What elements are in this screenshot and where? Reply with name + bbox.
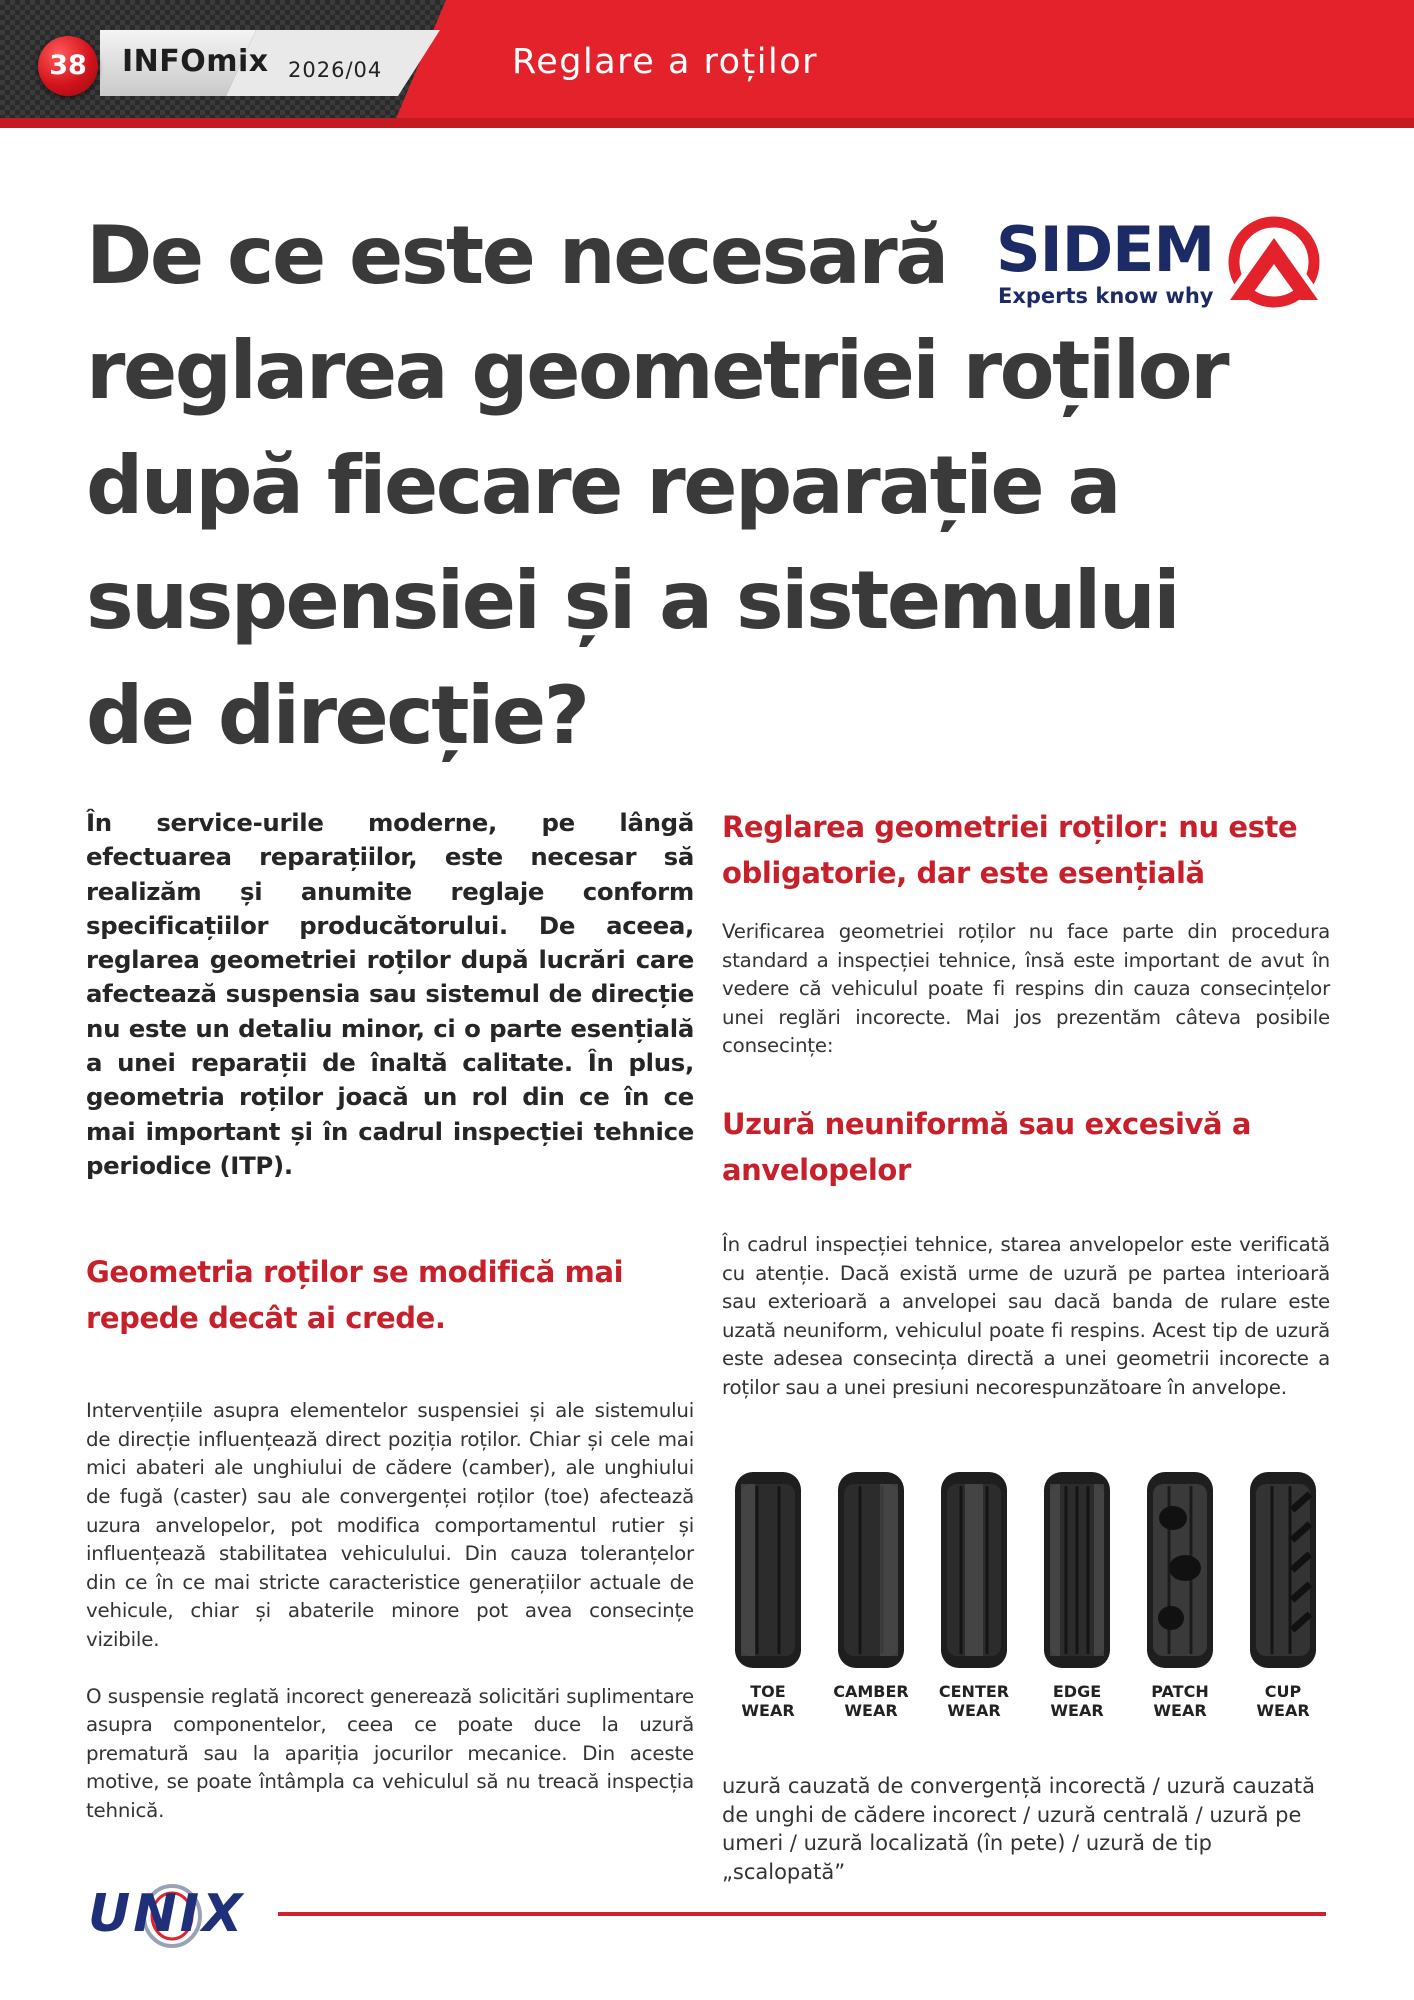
unix-logo-text: UNIX [88,1884,246,1944]
sidem-logo-name: SIDEM [996,213,1215,286]
tire-center-wear [928,1470,1020,1720]
tire-patch-wear [1134,1470,1226,1720]
right-subheading-2: Uzură neuniformă sau excesivă a anvelopelor [722,1106,1252,1187]
tire-wear-caption: uzură cauzată de convergență incorectă / uzură cauzată de unghi de cădere incorect / uzură centrală / uzură pe umeri / uzură localizată (în pete) / uzură de tip „scalopată” [722,1774,1316,1884]
tire-camber-wear [825,1470,917,1720]
page-header [0,0,1414,130]
sidem-triangle-icon [1222,214,1334,310]
cup-wear-tire-icon [1248,1470,1318,1670]
footer-divider [278,1912,1326,1916]
unix-logo [84,1880,254,1950]
tire-label: EDGE WEAR [1050,1682,1104,1720]
left-column [86,806,694,1826]
sidem-logo [996,214,1334,314]
article-title: De ce este necesară reglarea geometriei roților după fiecare reparație a suspensiei și a sistemului de direcție? [86,209,1228,762]
issue-date: 2026/04 [288,58,383,82]
patch-wear-tire-icon [1145,1470,1215,1670]
section-title: Reglare a roților [512,42,819,82]
edge-wear-tire-icon [1042,1470,1112,1670]
tire-label: CAMBER WEAR [833,1682,909,1720]
tire-label: CENTER WEAR [938,1682,1010,1720]
left-paragraph-1: Intervențiile asupra elementelor suspensiei și ale sistemului de direcție influențează direct poziția roților. Chiar și cele mai mici abateri ale unghiului de cădere (camber), ale unghiului de fugă (caster) sau ale convergenței roților (toe) afectează uzura anvelopelor, pot modifica comportamentul rutier și influențează stabilitatea vehiculului. Din cauza toleranțelor din ce în ce mai stricte caracteristice generațiilor actuale de vehicule, chiar și abaterile minore pot avea consecințe vizibile. [86,1399,694,1652]
tire-wear-illustration [722,1470,1330,1730]
tire-label: TOE WEAR [741,1682,795,1720]
sidem-logo-tagline: Experts know why [998,284,1214,308]
right-subheading-1: Reglarea geometriei roților: nu este obligatorie, dar este esențială [722,810,1298,890]
center-wear-tire-icon [939,1470,1009,1670]
left-subheading: Geometria roților se modifică mai repede decât ai crede. [86,1255,624,1336]
right-paragraph-1: Verificarea geometriei roților nu face parte din procedura standard a inspecției tehnice, însă este important de avut în vedere că vehiculul poate fi respins din cauza consecințelor unei reglări incorecte. Mai jos prezentăm câteva posibile consecințe: [722,920,1330,1058]
tire-edge-wear [1031,1470,1123,1720]
tire-cup-wear [1237,1470,1329,1720]
page-number-badge: 38 [38,36,98,96]
camber-wear-tire-icon [836,1470,906,1670]
tire-label: PATCH WEAR [1151,1682,1209,1720]
lead-paragraph: În service-urile moderne, pe lângă efectuarea reparațiilor, este necesar să realizăm și anumite reglaje conform specificațiilor producătorului. De aceea, reglarea geometriei roților după lucrări care afectează suspensia sau sistemul de direcție nu este un detaliu minor, ci o parte esențială a unei reparații de înaltă calitate. În plus, geometria roților joacă un rol din ce în ce mai important și în cadrul inspecției tehnice periodice (ITP). [86,808,694,1180]
magazine-brand: INFOmix [122,44,269,79]
toe-wear-tire-icon [733,1470,803,1670]
tire-label: CUP WEAR [1256,1682,1310,1720]
tire-toe-wear [722,1470,814,1720]
right-column [722,804,1330,1403]
left-paragraph-2: O suspensie reglată incorect generează solicitări suplimentare asupra componentelor, ceea ce poate duce la uzură prematură sau la apariția jocurilor mecanice. Din aceste motive, se poate întâmpla ca vehiculul să nu treacă inspecția tehnică. [86,1684,694,1822]
right-paragraph-2: În cadrul inspecției tehnice, starea anvelopelor este verificată cu atenție. Dacă există urme de uzură pe partea interioară sau exterioară a anvelopei sau dacă banda de rulare este uzată neuniform, vehiculul poate fi respins. Acest tip de uzură este adesea consecința directă a unei geometrii incorecte a roților sau a unei presiuni necorespunzătoare în anvelope. [722,1232,1330,1399]
